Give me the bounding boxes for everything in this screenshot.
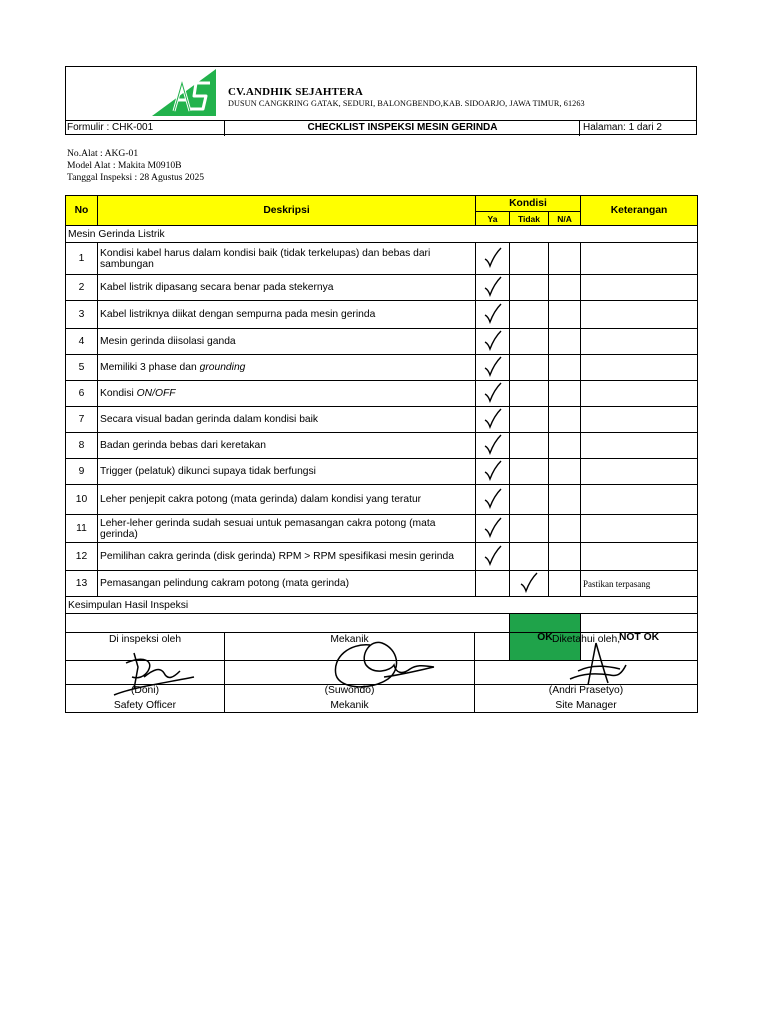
checkmark-icon <box>518 585 540 596</box>
checkmark-icon <box>482 316 504 327</box>
ok-box[interactable]: OK <box>510 614 581 661</box>
checkmark-icon <box>482 369 504 380</box>
cell-na[interactable] <box>549 355 581 381</box>
row-description: Mesin gerinda diisolasi ganda <box>98 329 476 355</box>
cell-tidak[interactable] <box>510 433 549 459</box>
cell-ya[interactable] <box>476 355 510 381</box>
table-row <box>66 243 698 275</box>
info-tanggal: Tanggal Inspeksi : 28 Agustus 2025 <box>67 172 205 183</box>
section-title: Mesin Gerinda Listrik <box>66 226 698 243</box>
signature-name: (Doni) <box>130 685 160 696</box>
table-row <box>66 407 698 433</box>
cell-tidak[interactable] <box>510 459 549 485</box>
signature-inspector <box>66 633 225 713</box>
cell-na[interactable] <box>549 301 581 329</box>
not-ok-box[interactable]: NOT OK <box>581 614 698 661</box>
cell-tidak[interactable] <box>510 301 549 329</box>
cell-tidak[interactable] <box>510 329 549 355</box>
cell-ya[interactable] <box>476 243 510 275</box>
cell-tidak[interactable] <box>510 571 549 597</box>
row-description-italic: grounding <box>199 362 246 373</box>
cell-na[interactable] <box>549 243 581 275</box>
row-keterangan <box>581 433 698 459</box>
divider <box>579 121 580 136</box>
cell-tidak[interactable] <box>510 243 549 275</box>
header-no: No <box>66 196 98 226</box>
row-number: 11 <box>66 515 98 543</box>
header-deskripsi: Deskripsi <box>98 196 476 226</box>
cell-tidak[interactable] <box>510 275 549 301</box>
checkmark-icon <box>482 395 504 406</box>
row-description: Kabel listriknya diikat dengan sempurna pada mesin gerinda <box>98 301 476 329</box>
signature-title: Diketahui oleh, <box>551 634 621 645</box>
row-number: 8 <box>66 433 98 459</box>
row-number: 10 <box>66 485 98 515</box>
checklist-table <box>65 195 698 685</box>
cell-ya[interactable] <box>476 301 510 329</box>
info-no-alat: No.Alat : AKG-01 <box>67 148 139 159</box>
checkmark-icon <box>482 343 504 354</box>
row-number: 13 <box>66 571 98 597</box>
table-row <box>66 515 698 543</box>
signature-title: Di inspeksi oleh <box>108 634 182 645</box>
cell-ya[interactable] <box>476 543 510 571</box>
header-keterangan: Keterangan <box>581 196 698 226</box>
row-keterangan: Pastikan terpasang <box>581 571 698 597</box>
row-description: Badan gerinda bebas dari keretakan <box>98 433 476 459</box>
checkmark-icon <box>482 473 504 484</box>
row-description-text: Memiliki 3 phase dan <box>100 362 200 373</box>
company-address: DUSUN CANGKRING GATAK, SEDURI, BALONGBENDO,KAB. SIDOARJO, JAWA TIMUR, 61263 <box>228 99 585 108</box>
table-row <box>66 543 698 571</box>
row-keterangan <box>581 243 698 275</box>
cell-tidak[interactable] <box>510 355 549 381</box>
cell-tidak[interactable] <box>510 543 549 571</box>
checklist-rows <box>66 243 698 597</box>
cell-ya[interactable] <box>476 459 510 485</box>
row-keterangan <box>581 301 698 329</box>
checkmark-icon <box>482 530 504 541</box>
checkmark-icon <box>482 501 504 512</box>
cell-na[interactable] <box>549 381 581 407</box>
form-title-row <box>65 120 697 136</box>
cell-na[interactable] <box>549 515 581 543</box>
table-row <box>66 301 698 329</box>
signature-role: Mekanik <box>330 700 369 711</box>
row-description: Leher penjepit cakra potong (mata gerinda) dalam kondisi yang teratur <box>98 485 476 515</box>
row-number: 2 <box>66 275 98 301</box>
row-description: Pemasangan pelindung cakram potong (mata gerinda) <box>98 571 476 597</box>
signature-role: Safety Officer <box>113 700 177 711</box>
cell-tidak[interactable] <box>510 515 549 543</box>
form-title: CHECKLIST INSPEKSI MESIN GERINDA <box>307 122 498 133</box>
cell-ya[interactable] <box>476 275 510 301</box>
cell-na[interactable] <box>549 459 581 485</box>
header-kondisi: Kondisi <box>476 196 581 212</box>
row-number: 6 <box>66 381 98 407</box>
table-row <box>66 485 698 515</box>
row-number: 9 <box>66 459 98 485</box>
conclusion-label: Kesimpulan Hasil Inspeksi <box>66 597 698 614</box>
row-keterangan <box>581 329 698 355</box>
cell-ya[interactable] <box>476 571 510 597</box>
table-row <box>66 275 698 301</box>
row-description-text: Kondisi <box>100 388 137 399</box>
cell-ya[interactable] <box>476 485 510 515</box>
row-number: 12 <box>66 543 98 571</box>
row-keterangan <box>581 381 698 407</box>
cell-tidak[interactable] <box>510 381 549 407</box>
cell-na[interactable] <box>549 329 581 355</box>
signature-manager <box>475 633 698 713</box>
signature-title: Mekanik <box>330 634 369 645</box>
form-code: Formulir : CHK-001 <box>67 122 154 133</box>
company-name: CV.ANDHIK SEJAHTERA <box>228 86 364 98</box>
row-keterangan <box>581 515 698 543</box>
header-ya: Ya <box>476 212 510 226</box>
checkmark-icon <box>482 260 504 271</box>
row-description-italic: ON/OFF <box>136 388 176 399</box>
cell-na[interactable] <box>549 485 581 515</box>
cell-ya[interactable] <box>476 407 510 433</box>
company-logo-icon <box>152 69 216 116</box>
cell-na[interactable] <box>549 571 581 597</box>
header-na: N/A <box>549 212 581 226</box>
row-number: 7 <box>66 407 98 433</box>
cell-na[interactable] <box>549 543 581 571</box>
row-keterangan <box>581 459 698 485</box>
table-row <box>66 355 698 381</box>
cell-ya[interactable] <box>476 515 510 543</box>
row-description: Kondisi kabel harus dalam kondisi baik (tidak terkelupas) dan bebas dari sambungan <box>98 243 476 275</box>
signature-table <box>65 632 698 713</box>
info-model-alat: Model Alat : Makita M0910B <box>67 160 182 171</box>
cell-ya[interactable] <box>476 329 510 355</box>
row-number: 5 <box>66 355 98 381</box>
cell-na[interactable] <box>549 407 581 433</box>
row-number: 4 <box>66 329 98 355</box>
checkmark-icon <box>482 421 504 432</box>
signature-name: (Suwondo) <box>324 685 375 696</box>
cell-ya[interactable] <box>476 433 510 459</box>
signature-mechanic <box>225 633 475 713</box>
cell-tidak[interactable] <box>510 485 549 515</box>
row-keterangan <box>581 485 698 515</box>
checkmark-icon <box>482 447 504 458</box>
row-description: Leher-leher gerinda sudah sesuai untuk pemasangan cakra potong (mata gerinda) <box>98 515 476 543</box>
row-keterangan <box>581 355 698 381</box>
cell-ya[interactable] <box>476 381 510 407</box>
row-description: Kabel listrik dipasang secara benar pada stekernya <box>98 275 476 301</box>
cell-na[interactable] <box>549 275 581 301</box>
signature-name: (Andri Prasetyo) <box>548 685 624 696</box>
cell-na[interactable] <box>549 433 581 459</box>
row-description <box>98 355 476 381</box>
cell-tidak[interactable] <box>510 407 549 433</box>
row-number: 1 <box>66 243 98 275</box>
row-keterangan <box>581 275 698 301</box>
table-row <box>66 459 698 485</box>
row-description <box>98 381 476 407</box>
signature-andri-icon <box>560 639 630 689</box>
table-row <box>66 433 698 459</box>
checkmark-icon <box>482 558 504 569</box>
table-row <box>66 571 698 597</box>
row-keterangan <box>581 407 698 433</box>
signature-role: Site Manager <box>555 700 617 711</box>
checkmark-icon <box>482 289 504 300</box>
header-tidak: Tidak <box>510 212 549 226</box>
page-indicator: Halaman: 1 dari 2 <box>583 122 662 133</box>
row-number: 3 <box>66 301 98 329</box>
row-description: Pemilihan cakra gerinda (disk gerinda) RPM > RPM spesifikasi mesin gerinda <box>98 543 476 571</box>
table-row <box>66 329 698 355</box>
row-description: Trigger (pelatuk) dikunci supaya tidak berfungsi <box>98 459 476 485</box>
row-description: Secara visual badan gerinda dalam kondisi baik <box>98 407 476 433</box>
row-keterangan <box>581 543 698 571</box>
table-row <box>66 381 698 407</box>
